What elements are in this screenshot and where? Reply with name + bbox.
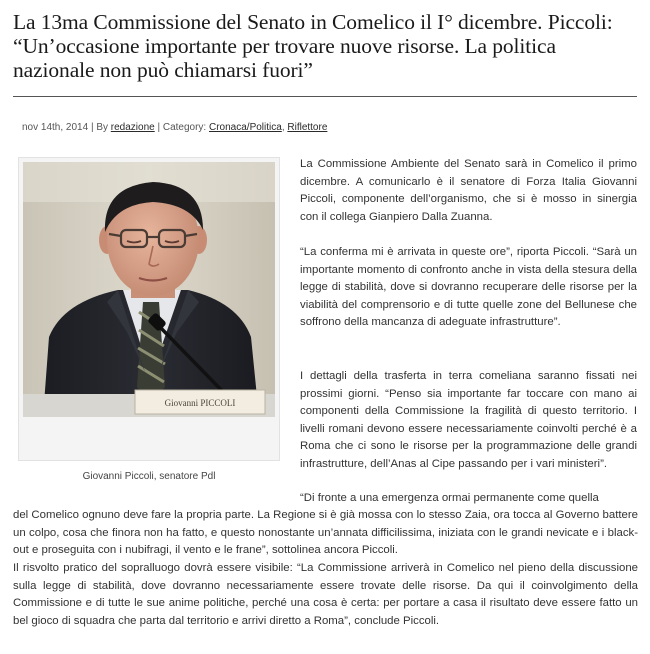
paragraph-4-lead: “Di fronte a una emergenza ormai permanente come quella	[300, 492, 599, 504]
paragraph-2: “La conferma mi è arrivata in queste ore”, riporta Piccoli. “Sarà un importante momento di confronto anche in vista della stesura della legge di stabilità, dove si dovranno recuperare delle risorse per la viabilità del comprensorio e di tutte quelle zone del Bellunese che soffrono della mancanza di adeguate infrastrutture”.	[300, 246, 637, 328]
senator-photo-illustration	[23, 162, 275, 417]
paragraph-5: Il risvolto pratico del sopralluogo dovrà essere visibile: “La Commissione arriverà in Comelico nel pieno della discussione sulla legge di stabilità, dove dovranno necessariamente essere trovate delle risorse. Da qui il coinvolgimento della Commissione e di tutte le sue anime politiche, perché una cosa è certa: per portare a casa il risultato deve essere fatto un bel gioco di squadra che parta dal territorio e arrivi diretto a Roma”, conclude Piccoli.	[13, 562, 638, 627]
article-meta	[22, 122, 327, 133]
paragraph-3: I dettagli della trasferta in terra comeliana saranno fissati nei prossimi giorni. “Penso sia importante far toccare con mano ai componenti della Commissione la fragilità di questo territorio. I livelli romani devono essere necessariamente coinvolti perché è a Roma che ci sono le risorse per la programmazione delle grandi infrastrutture, dell’Anas al Cipe passando per i vari ministeri”.	[300, 370, 637, 470]
category-prefix: | Category:	[154, 122, 209, 133]
senator-photo	[23, 162, 275, 417]
title-divider	[13, 96, 637, 97]
category-link-cronaca-politica[interactable]: Cronaca/Politica	[209, 122, 282, 133]
article-title: La 13ma Commissione del Senato in Comelico il I° dicembre. Piccoli: “Un’occasione importante per trovare nuove risorse. La politica nazionale non può chiamarsi fuori”	[13, 10, 613, 82]
category-link-riflettore[interactable]: Riflettore	[287, 122, 328, 133]
photo-caption: Giovanni Piccoli, senatore Pdl	[82, 471, 216, 482]
article-figure	[18, 157, 280, 461]
nameplate-text: Giovanni PICCOLI	[164, 398, 236, 408]
category-separator: ,	[281, 122, 288, 133]
by-prefix: | By	[88, 122, 111, 133]
paragraph-4-cont: del Comelico ognuno deve fare la propria parte. La Regione si è già mossa con lo stesso Zaia, ora tocca al Governo battere un colpo, cosa che finora non ha fatto, e questo nonostante un’annata difficilissima, iniziata con le grandi nevicate e i black-out e proseguita con i nubifragi, il vento e le frane”, sottolinea ancora Piccoli.	[13, 509, 638, 556]
post-date: nov 14th, 2014	[22, 122, 89, 133]
paragraph-1: La Commissione Ambiente del Senato sarà in Comelico il primo dicembre. A comunicarlo è il senatore di Forza Italia Giovanni Piccoli, componente dell’organismo, che si è mosso in sinergia con il collega Gianpiero Dalla Zuanna.	[300, 158, 637, 223]
author-link[interactable]: redazione	[110, 122, 155, 133]
